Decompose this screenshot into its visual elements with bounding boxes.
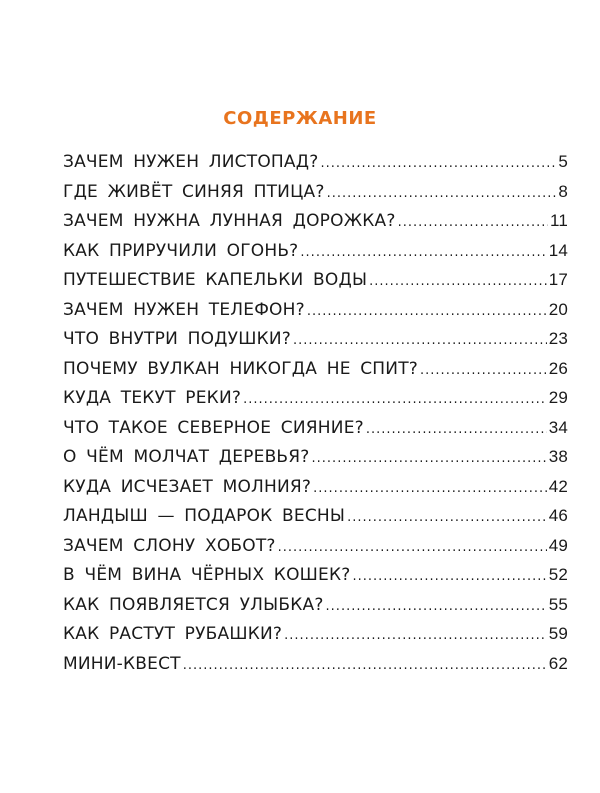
toc-leader-dots	[183, 653, 547, 675]
toc-entry[interactable]	[63, 387, 568, 417]
toc-entry[interactable]	[63, 653, 568, 683]
toc-entry-title: МИНИ-КВЕСТ	[63, 653, 181, 674]
toc-leader-dots	[327, 181, 557, 203]
toc-entry-page: 38	[548, 447, 568, 466]
toc-entry-page: 8	[558, 181, 568, 201]
toc-entry-title: ЗАЧЕМ НУЖНА ЛУННАЯ ДОРОЖКА?	[63, 211, 396, 231]
toc-entry-title: ПОЧЕМУ ВУЛКАН НИКОГДА НЕ СПИТ?	[63, 358, 419, 379]
toc-entry-page: 20	[548, 299, 568, 319]
toc-entry-page: 34	[548, 417, 568, 437]
toc-leader-dots	[366, 417, 547, 439]
toc-entry-page: 46	[548, 506, 568, 525]
toc-entry-title: КАК ПОЯВЛЯЕТСЯ УЛЫБКА?	[63, 594, 324, 615]
toc-entry-page: 42	[548, 476, 568, 496]
toc-entry-title: КАК РАСТУТ РУБАШКИ?	[63, 624, 283, 644]
toc-entry[interactable]	[63, 299, 568, 329]
toc-entry-page: 59	[548, 624, 568, 643]
toc-entry-page: 5	[558, 152, 568, 171]
toc-entry-title: ЧТО ВНУТРИ ПОДУШКИ?	[63, 329, 291, 349]
toc-entry[interactable]	[63, 476, 568, 506]
toc-entry[interactable]	[63, 240, 568, 270]
toc-entry[interactable]	[63, 328, 568, 358]
toc-entry-title: ГДЕ ЖИВЁТ СИНЯЯ ПТИЦА?	[63, 181, 325, 202]
toc-heading: СОДЕРЖАНИЕ	[223, 108, 377, 129]
toc-entry-title: ЧТО ТАКОЕ СЕВЕРНОЕ СИЯНИЕ?	[63, 417, 364, 438]
toc-leader-dots	[313, 476, 547, 498]
toc-entry[interactable]	[63, 505, 568, 535]
toc-leader-dots	[369, 269, 547, 291]
toc-leader-dots	[352, 564, 546, 586]
toc-entry[interactable]	[63, 564, 568, 594]
toc-leader-dots	[312, 446, 547, 468]
toc-list	[63, 151, 568, 682]
toc-entry-page: 52	[548, 565, 568, 584]
toc-entry-page: 55	[548, 594, 568, 614]
toc-leader-dots	[307, 299, 547, 321]
toc-entry-title: О ЧЁМ МОЛЧАТ ДЕРЕВЬЯ?	[63, 447, 310, 467]
toc-entry-page: 26	[548, 358, 568, 378]
toc-entry-page: 29	[548, 388, 568, 407]
toc-entry[interactable]	[63, 417, 568, 447]
toc-entry-page: 23	[548, 329, 568, 348]
toc-entry-title: ЗАЧЕМ СЛОНУ ХОБОТ?	[63, 535, 276, 556]
toc-entry[interactable]	[63, 594, 568, 624]
toc-entry-title: В ЧЁМ ВИНА ЧЁРНЫХ КОШЕК?	[63, 565, 351, 585]
toc-leader-dots	[293, 328, 547, 350]
toc-entry-title: КУДА ТЕКУТ РЕКИ?	[63, 388, 242, 408]
toc-leader-dots	[326, 594, 547, 616]
toc-leader-dots	[347, 505, 547, 527]
toc-entry-page: 14	[548, 240, 568, 260]
toc-entry[interactable]	[63, 181, 568, 211]
toc-leader-dots	[300, 240, 546, 262]
toc-leader-dots	[320, 151, 556, 173]
toc-entry-page: 49	[548, 535, 568, 555]
toc-leader-dots	[398, 210, 548, 232]
toc-entry[interactable]	[63, 535, 568, 565]
toc-leader-dots	[278, 535, 547, 557]
toc-entry[interactable]	[63, 358, 568, 388]
toc-leader-dots	[284, 623, 547, 645]
toc-entry-title: ЗАЧЕМ НУЖЕН ТЕЛЕФОН?	[63, 299, 305, 320]
toc-entry-page: 11	[549, 211, 568, 230]
toc-entry[interactable]	[63, 210, 568, 240]
toc-entry[interactable]	[63, 269, 568, 299]
toc-entry[interactable]	[63, 446, 568, 476]
toc-leader-dots	[243, 387, 547, 409]
toc-entry[interactable]	[63, 151, 568, 181]
toc-entry-page: 17	[548, 270, 568, 289]
toc-entry-title: ЗАЧЕМ НУЖЕН ЛИСТОПАД?	[63, 152, 319, 172]
toc-entry[interactable]	[63, 623, 568, 653]
toc-leader-dots	[420, 358, 547, 380]
toc-entry-title: ПУТЕШЕСТВИЕ КАПЕЛЬКИ ВОДЫ	[63, 270, 368, 290]
toc-entry-title: КУДА ИСЧЕЗАЕТ МОЛНИЯ?	[63, 476, 312, 497]
toc-entry-page: 62	[548, 653, 568, 673]
toc-entry-title: КАК ПРИРУЧИЛИ ОГОНЬ?	[63, 240, 299, 261]
toc-entry-title: ЛАНДЫШ — ПОДАРОК ВЕСНЫ	[63, 506, 346, 526]
